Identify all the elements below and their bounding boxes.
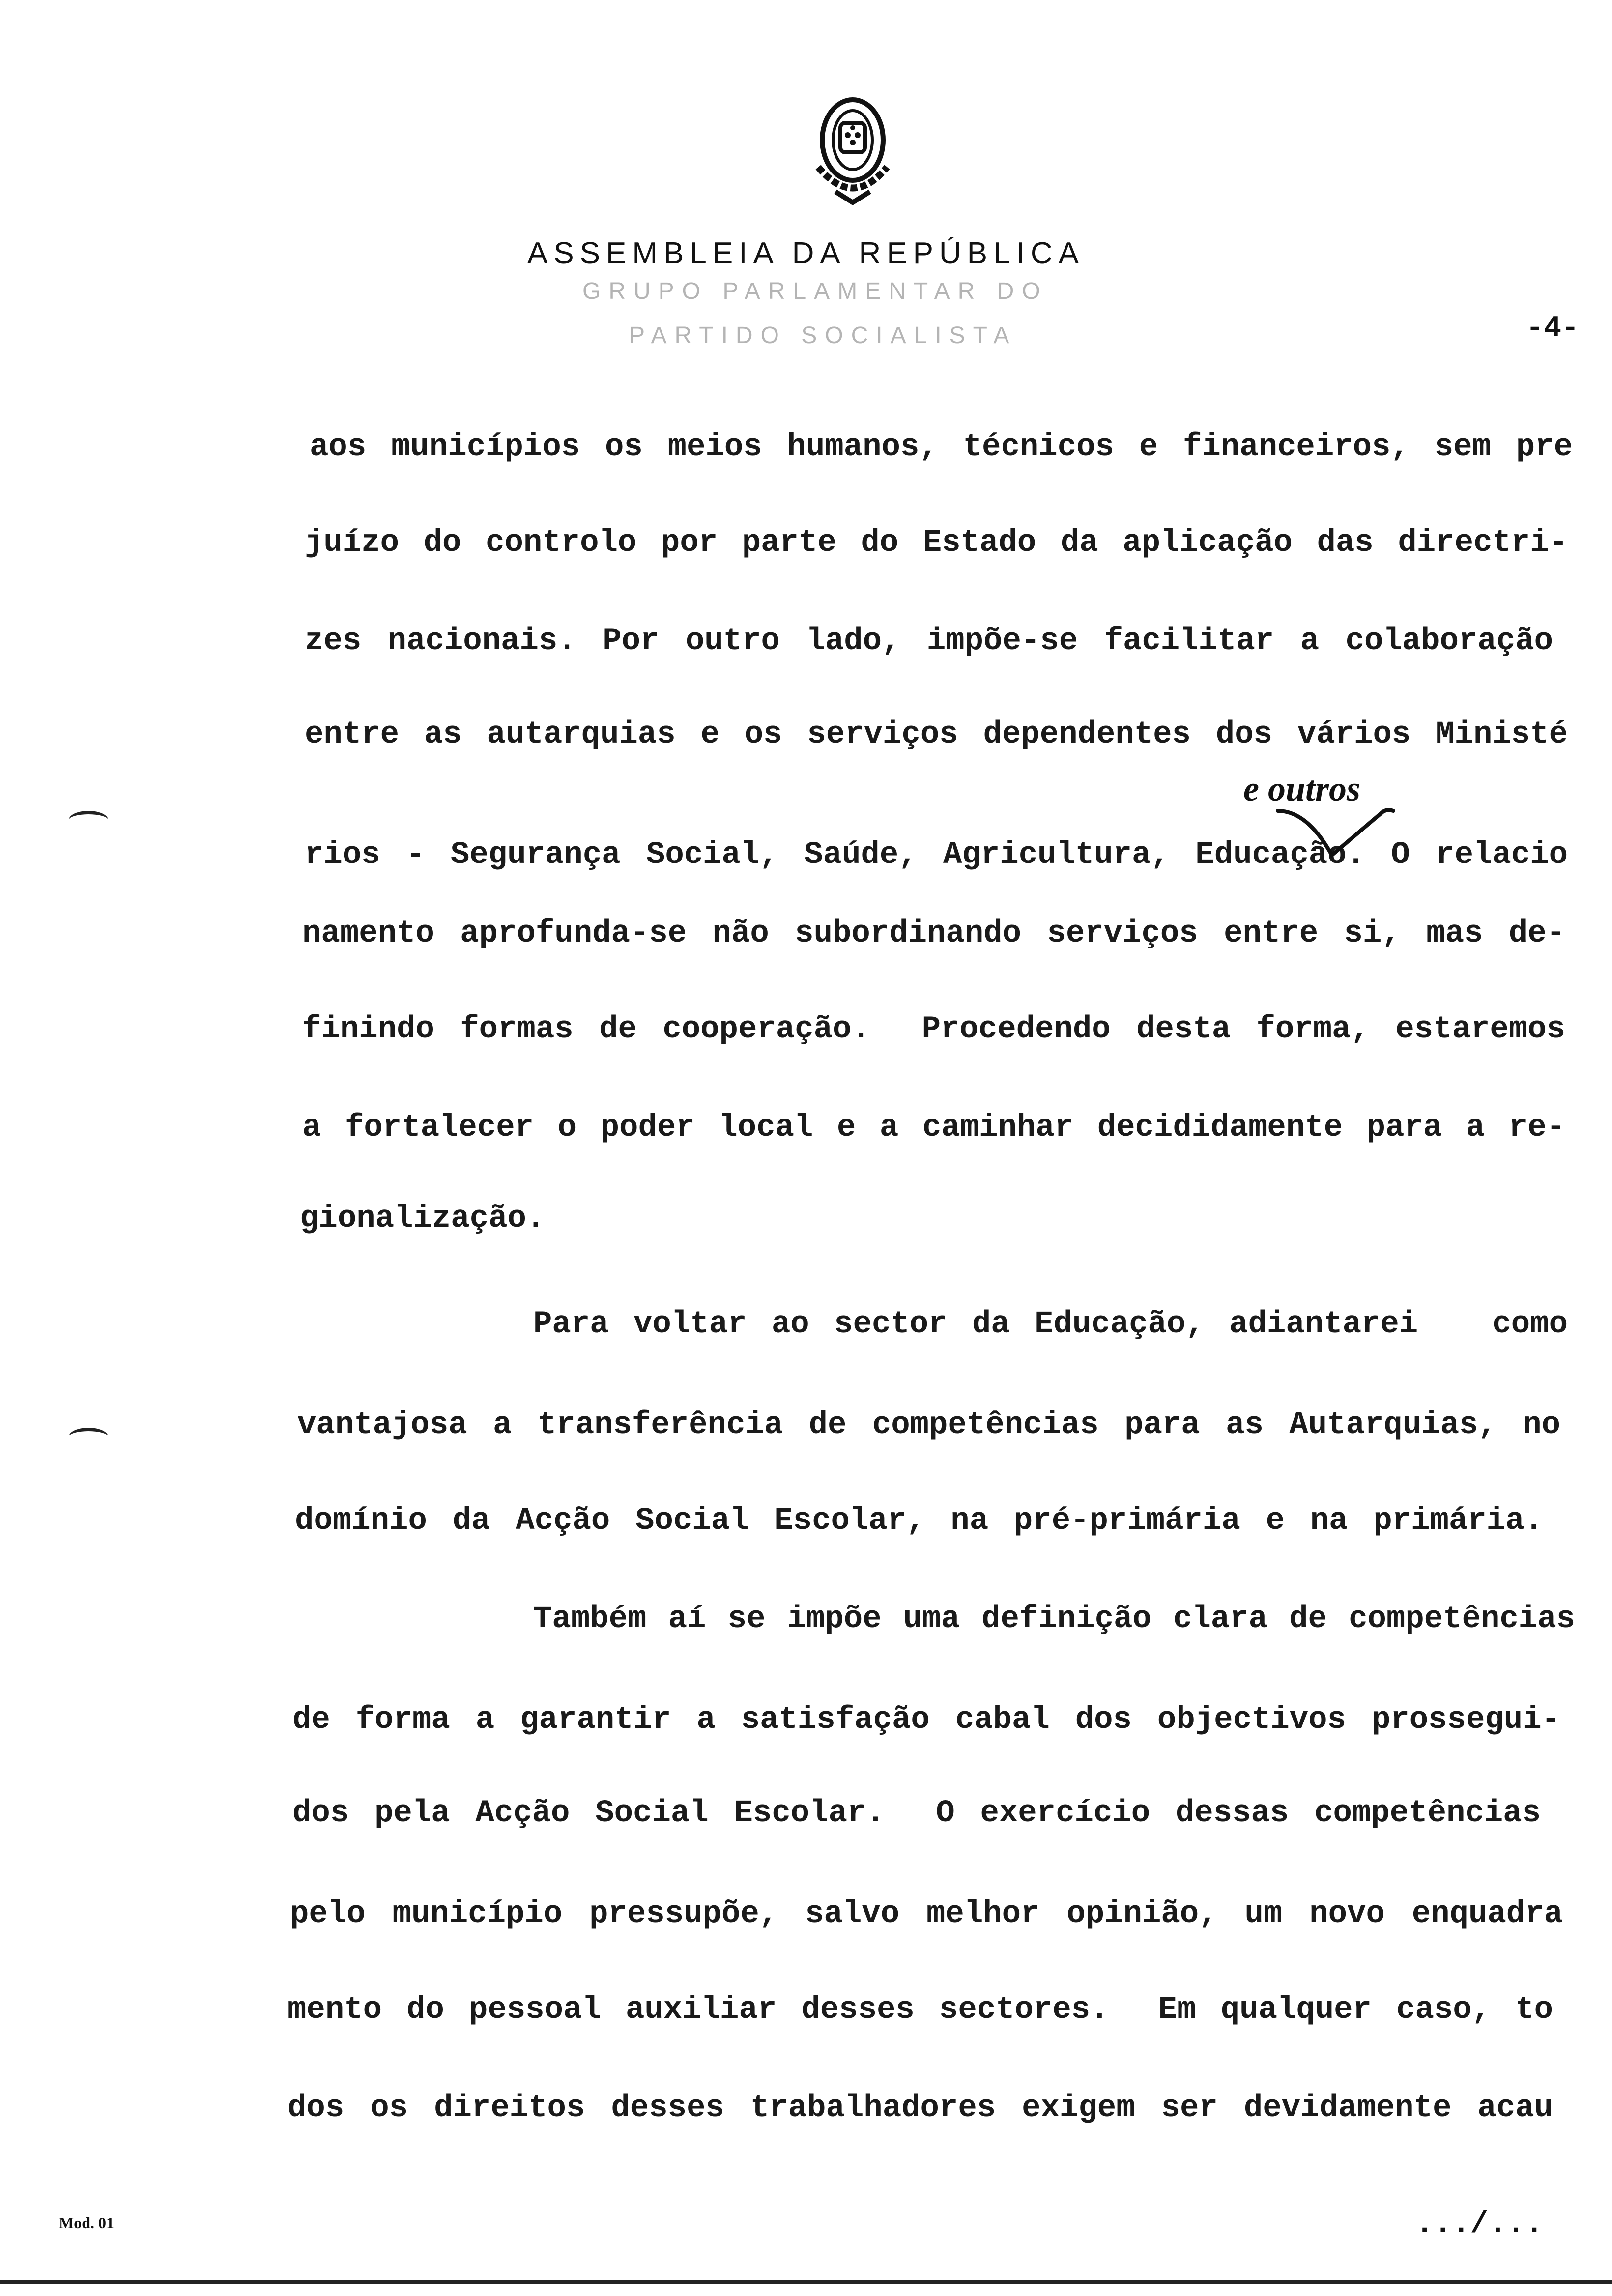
text-line: finindo formas de cooperação. Procedendo desta forma, estaremos: [302, 1012, 1565, 1047]
handwritten-insertion-e-outros: e outros: [1243, 769, 1361, 808]
hole-punch-mark: [69, 811, 108, 829]
institution-title: ASSEMBLEIA DA REPÚBLICA: [527, 236, 1085, 270]
text-line: zes nacionais. Por outro lado, impõe-se facilitar a colaboração: [305, 624, 1553, 659]
hole-punch-mark: [69, 1428, 108, 1446]
text-line: vantajosa a transferência de competências para as Autarquias, no: [297, 1407, 1560, 1443]
text-line: pelo município pressupõe, salvo melhor opinião, um novo enquadra: [290, 1896, 1563, 1932]
form-code: Mod. 01: [59, 2214, 114, 2232]
text-line: namento aprofunda-se não subordinando serviços entre si, mas de-: [302, 916, 1565, 951]
text-line: Também aí se impõe uma definição clara de competências: [533, 1602, 1575, 1637]
text-line: rios - Segurança Social, Saúde, Agricultura, Educação. O relacio: [305, 837, 1568, 873]
stamp-line-1: GRUPO PARLAMENTAR DO: [582, 278, 1048, 304]
text-line: juízo do controlo por parte do Estado da aplicação das directri-: [305, 525, 1568, 561]
text-line: a fortalecer o poder local e a caminhar decididamente para a re-: [302, 1110, 1565, 1146]
coat-of-arms-emblem: [794, 93, 912, 206]
text-line: dos pela Acção Social Escolar. O exercício dessas competências: [292, 1796, 1541, 1831]
text-line: de forma a garantir a satisfação cabal dos objectivos prossegui-: [292, 1702, 1560, 1738]
text-line: aos municípios os meios humanos, técnicos e financeiros, sem pre: [310, 430, 1573, 465]
stamp-line-2: PARTIDO SOCIALISTA: [629, 322, 1017, 348]
text-line: gionalização.: [300, 1201, 546, 1236]
text-line: mento do pessoal auxiliar desses sectores. Em qualquer caso, to: [288, 1992, 1553, 2028]
text-line: entre as autarquias e os serviços dependentes dos vários Ministé: [305, 717, 1568, 752]
text-line: domínio da Acção Social Escolar, na pré-primária e na primária.: [295, 1503, 1543, 1539]
text-line: dos os direitos desses trabalhadores exigem ser devidamente acau: [288, 2091, 1553, 2126]
bottom-border: [0, 2280, 1612, 2284]
text-line: Para voltar ao sector da Educação, adiantarei como: [533, 1307, 1568, 1342]
continuation-mark: .../...: [1415, 2207, 1544, 2241]
insertion-caret-mark: [1258, 806, 1455, 865]
page-number: -4-: [1526, 312, 1580, 345]
